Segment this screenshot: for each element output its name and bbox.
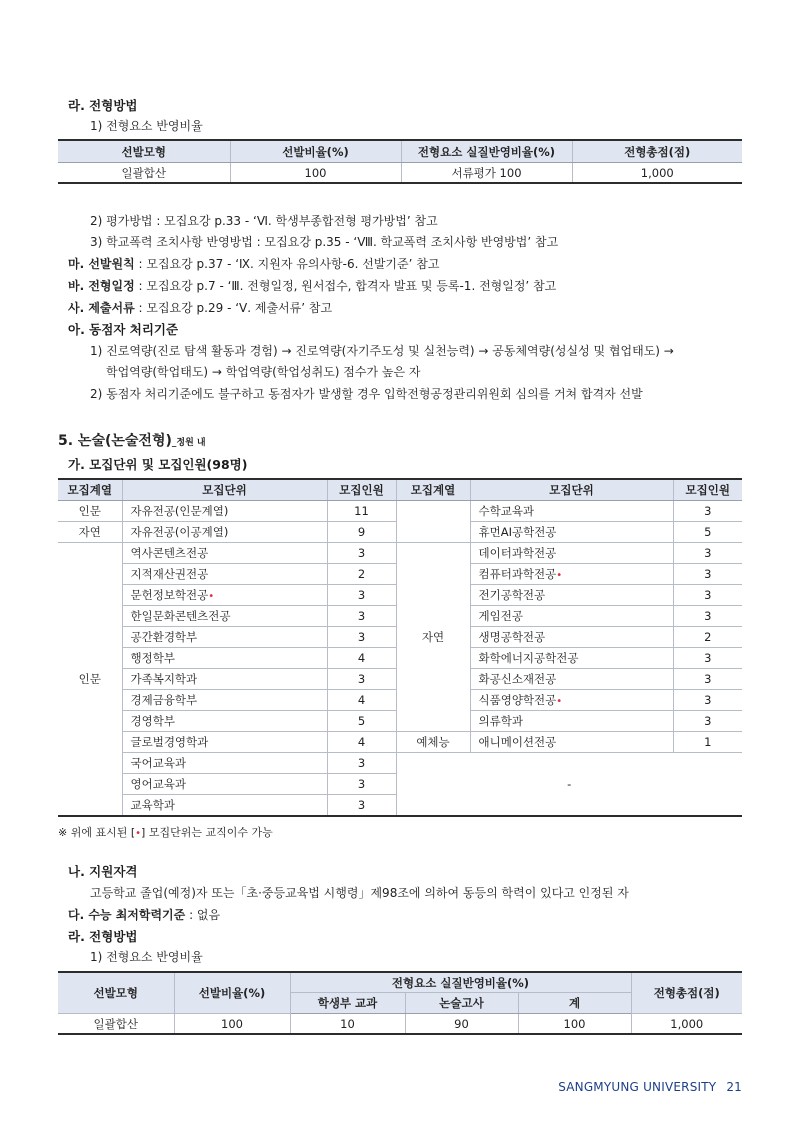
table-cell: 일괄합산 [58, 1014, 174, 1035]
school-violence-line: 3) 학교폭력 조치사항 반영방법 : 모집요강 p.35 - ‘Ⅷ. 학교폭력 조치사항 반영방법’ 참고 [90, 235, 559, 249]
group-cell-empty [396, 501, 470, 543]
table-header: 전형총점(점) [631, 972, 742, 1014]
documents-text: : 모집요강 p.29 - ‘Ⅴ. 제출서류’ 참고 [134, 301, 333, 315]
count-cell: 4 [327, 648, 396, 669]
table-header: 선발비율(%) [230, 140, 401, 163]
teaching-mark-icon: • [208, 591, 215, 602]
unit-cell [470, 690, 673, 711]
count-cell: 11 [327, 501, 396, 522]
unit-cell [470, 564, 673, 585]
unit-cell: 공간환경학부 [122, 627, 327, 648]
unit-cell: 교육학과 [122, 795, 327, 817]
unit-cell: 영어교육과 [122, 774, 327, 795]
section-title [58, 430, 206, 450]
table-subheader: 논술고사 [405, 993, 518, 1014]
recruitment-units-table [58, 478, 742, 817]
selection-ratio-table [58, 139, 742, 184]
method-sub-heading: 1) 전형요소 반영비율 [90, 950, 203, 964]
table-cell: 서류평가 100 [401, 163, 572, 184]
sub-heading-ratio: 1) 전형요소 반영비율 [90, 119, 203, 133]
csat-label: 다. 수능 최저학력기준 [68, 908, 186, 922]
count-cell: 3 [673, 543, 742, 564]
table-cell: 100 [174, 1014, 290, 1035]
unit-label: 컴퓨터과학전공 [478, 567, 557, 581]
table-cell: 100 [230, 163, 401, 184]
group-cell: 인문 [58, 543, 122, 817]
empty-cell: - [396, 753, 742, 817]
unit-cell: 의류학과 [470, 711, 673, 732]
unit-cell: 지적재산권전공 [122, 564, 327, 585]
table-row [58, 753, 742, 774]
count-cell: 3 [673, 690, 742, 711]
note-prefix: ※ 위에 표시된 [ [58, 826, 136, 839]
teaching-note [58, 824, 273, 840]
section-title-text: 5. 논술(논술전형) [58, 433, 172, 449]
count-cell: 4 [327, 732, 396, 753]
unit-cell: 화공신소재전공 [470, 669, 673, 690]
unit-cell: 생명공학전공 [470, 627, 673, 648]
table-header: 모집인원 [673, 479, 742, 501]
table-subheader: 학생부 교과 [290, 993, 405, 1014]
documents-line [68, 299, 332, 316]
table-cell: 1,000 [631, 1014, 742, 1035]
group-cell: 예체능 [396, 732, 470, 753]
section-heading-method: 라. 전형방법 [68, 98, 138, 113]
unit-cell: 화학에너지공학전공 [470, 648, 673, 669]
count-cell: 4 [327, 690, 396, 711]
unit-label: 식품영양학전공 [478, 693, 557, 707]
selection-principle-text: : 모집요강 p.37 - ‘Ⅸ. 지원자 유의사항-6. 선발기준’ 참고 [134, 257, 440, 271]
unit-cell: 데이터과학전공 [470, 543, 673, 564]
unit-cell: 자유전공(인문계열) [122, 501, 327, 522]
teaching-mark-icon: • [135, 828, 142, 839]
essay-ratio-table [58, 971, 742, 1035]
count-cell: 3 [673, 606, 742, 627]
selection-principle-line [68, 255, 439, 272]
section-title-note: _정원 내 [171, 438, 206, 448]
unit-cell: 행정학부 [122, 648, 327, 669]
note-suffix: ] 모집단위는 교직이수 가능 [141, 826, 273, 839]
eligibility-heading: 나. 지원자격 [68, 864, 138, 879]
table-header: 모집계열 [396, 479, 470, 501]
count-cell: 3 [327, 669, 396, 690]
table-row [58, 501, 742, 522]
table-cell: 1,000 [572, 163, 742, 184]
table-header: 모집단위 [122, 479, 327, 501]
unit-cell [122, 585, 327, 606]
count-cell: 1 [673, 732, 742, 753]
table-header: 선발비율(%) [174, 972, 290, 1014]
unit-label: 문헌정보학전공 [130, 588, 209, 602]
page-footer [558, 1080, 742, 1094]
group-cell: 인문 [58, 501, 122, 522]
unit-cell: 가족복지학과 [122, 669, 327, 690]
tie-break-line-1b: 학업역량(학업태도) → 학업역량(학업성취도) 점수가 높은 자 [106, 365, 421, 379]
table-header: 선발모형 [58, 140, 230, 163]
group-cell: 자연 [396, 543, 470, 732]
unit-cell: 전기공학전공 [470, 585, 673, 606]
count-cell: 3 [673, 501, 742, 522]
unit-cell: 경제금융학부 [122, 690, 327, 711]
table-header: 모집인원 [327, 479, 396, 501]
table-row [58, 543, 742, 564]
csat-line [68, 906, 220, 923]
units-heading: 가. 모집단위 및 모집인원(98명) [68, 457, 248, 472]
count-cell: 2 [673, 627, 742, 648]
table-header: 모집단위 [470, 479, 673, 501]
unit-cell: 역사콘텐츠전공 [122, 543, 327, 564]
table-cell: 일괄합산 [58, 163, 230, 184]
table-header: 전형요소 실질반영비율(%) [290, 972, 631, 993]
unit-cell: 수학교육과 [470, 501, 673, 522]
count-cell: 5 [327, 711, 396, 732]
evaluation-method-line: 2) 평가방법 : 모집요강 p.33 - ‘Ⅵ. 학생부종합전형 평가방법’ 참고 [90, 214, 438, 228]
table-row [58, 732, 742, 753]
count-cell: 3 [673, 564, 742, 585]
selection-principle-label: 마. 선발원칙 [68, 257, 135, 271]
count-cell: 3 [673, 711, 742, 732]
teaching-mark-icon: • [556, 696, 563, 707]
unit-cell: 게임전공 [470, 606, 673, 627]
eligibility-text: 고등학교 졸업(예정)자 또는「초·중등교육법 시행령」제98조에 의하여 동등의 학력이 있다고 인정된 자 [90, 886, 629, 900]
unit-cell: 자유전공(이공계열) [122, 522, 327, 543]
page-number: 21 [726, 1080, 742, 1094]
unit-cell: 한일문화콘텐츠전공 [122, 606, 327, 627]
schedule-line [68, 277, 556, 294]
tie-break-line-2: 2) 동점자 처리기준에도 불구하고 동점자가 발생할 경우 입학전형공정관리위원회 심의를 거쳐 합격자 선발 [90, 387, 643, 401]
unit-cell: 애니메이션전공 [470, 732, 673, 753]
count-cell: 2 [327, 564, 396, 585]
count-cell: 9 [327, 522, 396, 543]
table-header: 선발모형 [58, 972, 174, 1014]
unit-cell: 경영학부 [122, 711, 327, 732]
count-cell: 3 [673, 585, 742, 606]
schedule-text: : 모집요강 p.7 - ‘Ⅲ. 전형일정, 원서접수, 합격자 발표 및 등록-1. 전형일정’ 참고 [134, 279, 557, 293]
table-header: 모집계열 [58, 479, 122, 501]
table-header: 전형총점(점) [572, 140, 742, 163]
unit-cell: 휴먼AI공학전공 [470, 522, 673, 543]
csat-text: : 없음 [185, 908, 221, 922]
method-heading: 라. 전형방법 [68, 929, 138, 944]
count-cell: 3 [673, 669, 742, 690]
count-cell: 3 [327, 627, 396, 648]
count-cell: 3 [327, 585, 396, 606]
tie-break-heading: 아. 동점자 처리기준 [68, 322, 179, 337]
count-cell: 3 [327, 606, 396, 627]
footer-university: SANGMYUNG UNIVERSITY [558, 1080, 717, 1094]
unit-cell: 국어교육과 [122, 753, 327, 774]
teaching-mark-icon: • [556, 570, 563, 581]
schedule-label: 바. 전형일정 [68, 279, 135, 293]
table-cell: 100 [518, 1014, 631, 1035]
group-cell: 자연 [58, 522, 122, 543]
unit-cell: 글로벌경영학과 [122, 732, 327, 753]
count-cell: 3 [327, 795, 396, 817]
count-cell: 3 [327, 753, 396, 774]
documents-label: 사. 제출서류 [68, 301, 135, 315]
table-header: 전형요소 실질반영비율(%) [401, 140, 572, 163]
count-cell: 5 [673, 522, 742, 543]
tie-break-line-1: 1) 진로역량(진로 탐색 활동과 경험) → 진로역량(자기주도성 및 실천능력) → 공동체역량(성실성 및 협업태도) → [90, 344, 674, 358]
table-cell: 10 [290, 1014, 405, 1035]
table-cell: 90 [405, 1014, 518, 1035]
count-cell: 3 [327, 543, 396, 564]
count-cell: 3 [673, 648, 742, 669]
count-cell: 3 [327, 774, 396, 795]
table-subheader: 계 [518, 993, 631, 1014]
